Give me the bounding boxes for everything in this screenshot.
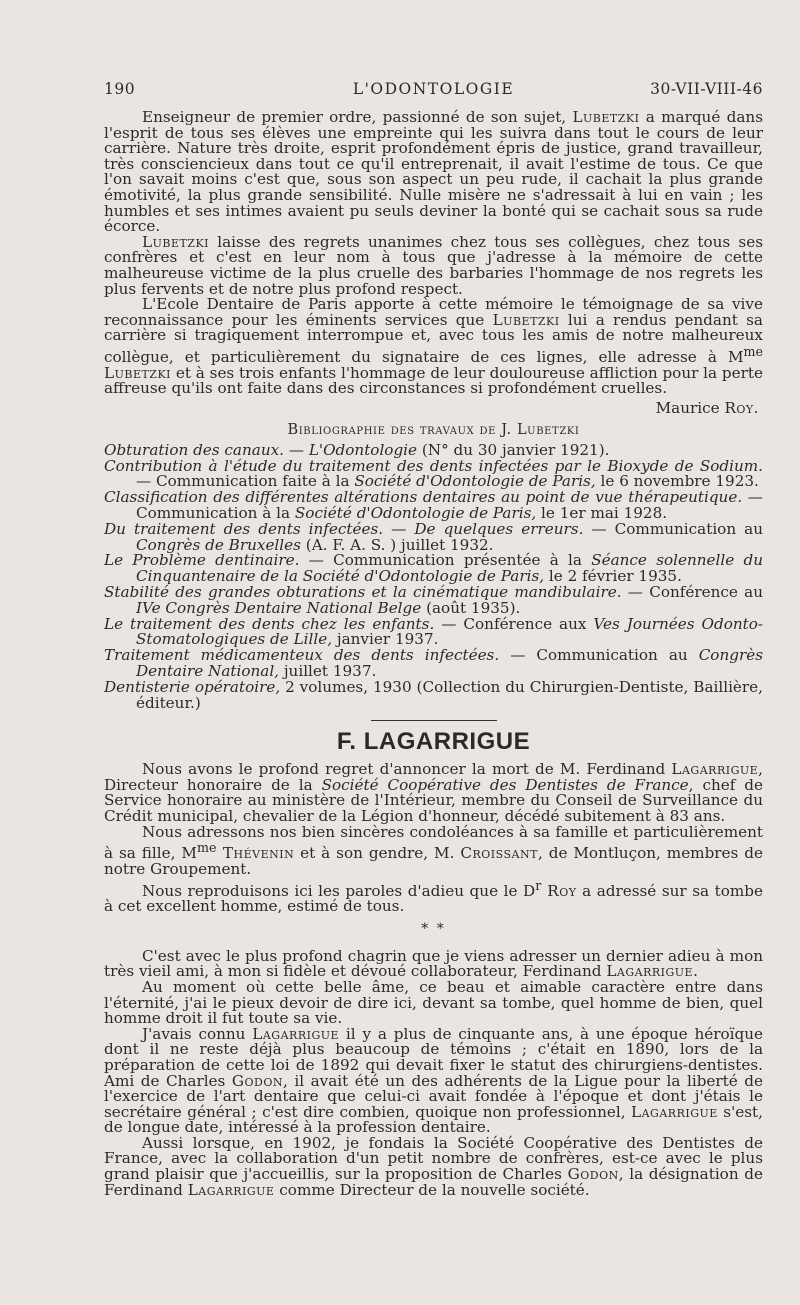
bibliography-item: Le Problème dentinaire. — Communication présentée à la Séance solennelle du Cinquantenaire de la Société d'Odontologie de Paris, le 2 février 1935. xyxy=(104,551,763,586)
bibliography-item: Le traitement des dents chez les enfants. — Conférence aux Ves Journées Odonto-Stomatologiques de Lille, janvier 1937. xyxy=(104,614,764,649)
bibliography-item: Traitement médicamenteux des dents infectées. — Communication au Congrès Dentaire National, juillet 1937. xyxy=(104,646,763,680)
paragraph: Nous avons le profond regret d'annoncer la mort de M. Ferdinand Lagarrigue, Directeur honoraire de la Société Coopérative des Dentistes de France, chef de Service honoraire au ministère de l'Intérieur, membre du Conseil de Surveillance du Crédit municipal, chevalier de la Légion d'honneur, décédé subitement à 83 ans. xyxy=(104,760,763,826)
section-ornament: * * xyxy=(421,920,446,937)
paragraph: Nous reproduisons ici les paroles d'adieu que le $D^r$ Roy a adressé sur sa tombe à cet excellent homme, estimé de tous. xyxy=(104,877,763,916)
section-divider xyxy=(371,720,497,721)
signature: Maurice Roy. xyxy=(655,398,759,417)
bibliography-item: Dentisterie opératoire, 2 volumes, 1930 (Collection du Chirurgien-Dentiste, Baillière, éditeur.) xyxy=(104,677,763,712)
bibliography-item: Contribution à l'étude du traitement des dents infectées par le Bioxyde de Sodium. — Communication faite à la Société d'Odontologie de Paris, le 6 novembre 1923. xyxy=(104,456,763,491)
paragraph: L'Ecole Dentaire de Paris apporte à cette mémoire le témoignage de sa vive reconnaissance pour les éminents services que Lubetzki lui a rendus pendant sa carrière si tragiquement interrompue et, avec tous les amis de notre malheureux collègue, et particulièrement du signataire de ces lignes, elle adresse à $M^{me}$ Lubetzki et à ses trois enfants l'hommage de leur douloureuse affliction pour la perte affreuse qu'ils ont faite dans des circonstances si profondément cruelles. xyxy=(104,295,763,398)
issue-date: 30-VII-VIII-46 xyxy=(650,80,763,98)
lagarrigue-obituary xyxy=(104,728,763,1198)
paragraph: J'avais connu Lagarrigue il y a plus de cinquante ans, à une époque héroïque dont il ne reste déjà plus beaucoup de témoins ; c'était en 1890, lors de la préparation de cette loi de 1892 qui devait fixer le statut des chirurgiens-dentistes. Ami de Charles Godon, il avait été un des adhérents de la Ligue pour la liberté de l'exercice de l'art dentaire que celui-ci avait fondée à l'époque et dont j'étais le secrétaire général ; c'est dire combien, quoique non professionnel, Lagarrigue s'est, de longue date, intéressé à la profession dentaire. xyxy=(104,1024,763,1137)
lubetzki-obituary xyxy=(104,110,763,416)
bibliography-heading: Bibliographie des travaux de J. Lubetzki xyxy=(287,421,580,438)
bibliography-item: Stabilité des grandes obturations et la cinématique mandibulaire. — Conférence au IVe Congrès Dentaire National Belge (août 1935). xyxy=(104,582,764,617)
paragraph: Nous adressons nos bien sincères condoléances à sa famille et particulièrement à sa fille, $M^{me}$ Thévenin et à son gendre, M. Croissant, de Montluçon, membres de notre Groupement. xyxy=(104,822,763,878)
paragraph: Aussi lorsque, en 1902, je fondais la Société Coopérative des Dentistes de France, avec la collaboration d'un petit nombre de confrères, est-ce avec le plus grand plaisir que j'accueillis, sur la proposition de Charles Godon, la désignation de Ferdinand Lagarrigue comme Directeur de la nouvelle société. xyxy=(104,1133,763,1199)
paragraph: C'est avec le plus profond chagrin que je viens adresser un dernier adieu à mon très vieil ami, à mon si fidèle et dévoué collaborateur, Ferdinand Lagarrigue. xyxy=(104,946,763,981)
journal-title: L'ODONTOLOGIE xyxy=(352,80,515,98)
paragraph: Enseigneur de premier ordre, passionné de son sujet, Lubetzki a marqué dans l'esprit de tous ses élèves une empreinte qui les suivra dans tout le cours de leur carrière. Nature très droite, esprit profondément épris de justice, grand travailleur, très consciencieux dans tout ce qu'il entreprenait, il avait l'estime de tous. Ce que l'on savait moins c'est que, sous son aspect un peu rude, il cachait la plus grande émotivité, la plus grande sensibilité. Nulle misère ne s'adressait à lui en vain ; les humbles et ses intimes avaient pu seuls deviner la bonté qui se cachait sous sa rude écorce. xyxy=(104,108,763,236)
page-header xyxy=(104,80,763,110)
section-title: F. LAGARRIGUE xyxy=(336,728,531,756)
bibliography-item: Classification des différentes altérations dentaires au point de vue thérapeutique. — Communication à la Société d'Odontologie de Paris, le 1er mai 1928. xyxy=(104,488,763,522)
page-number: 190 xyxy=(104,80,136,98)
bibliography-item: Obturation des canaux. — L'Odontologie (N° du 30 janvier 1921). xyxy=(104,440,610,459)
bibliography-item: Du traitement des dents infectées. — De quelques erreurs. — Communication au Congrès de Bruxelles (A. F. A. S. ) juillet 1932. xyxy=(104,519,763,554)
bibliography xyxy=(104,422,763,712)
paragraph: Lubetzki laisse des regrets unanimes chez tous ses collègues, chez tous ses confrères et c'est en leur nom à tous que j'adresse à la mémoire de cette malheureuse victime de la plus cruelle des barbaries l'hommage de nos regrets les plus fervents et de notre plus profond respect. xyxy=(104,232,763,298)
paragraph: Au moment où cette belle âme, ce beau et aimable caractère entre dans l'éternité, j'ai le pieux devoir de dire ici, devant sa tombe, quel homme de bien, quel homme droit il fut toute sa vie. xyxy=(104,977,763,1028)
